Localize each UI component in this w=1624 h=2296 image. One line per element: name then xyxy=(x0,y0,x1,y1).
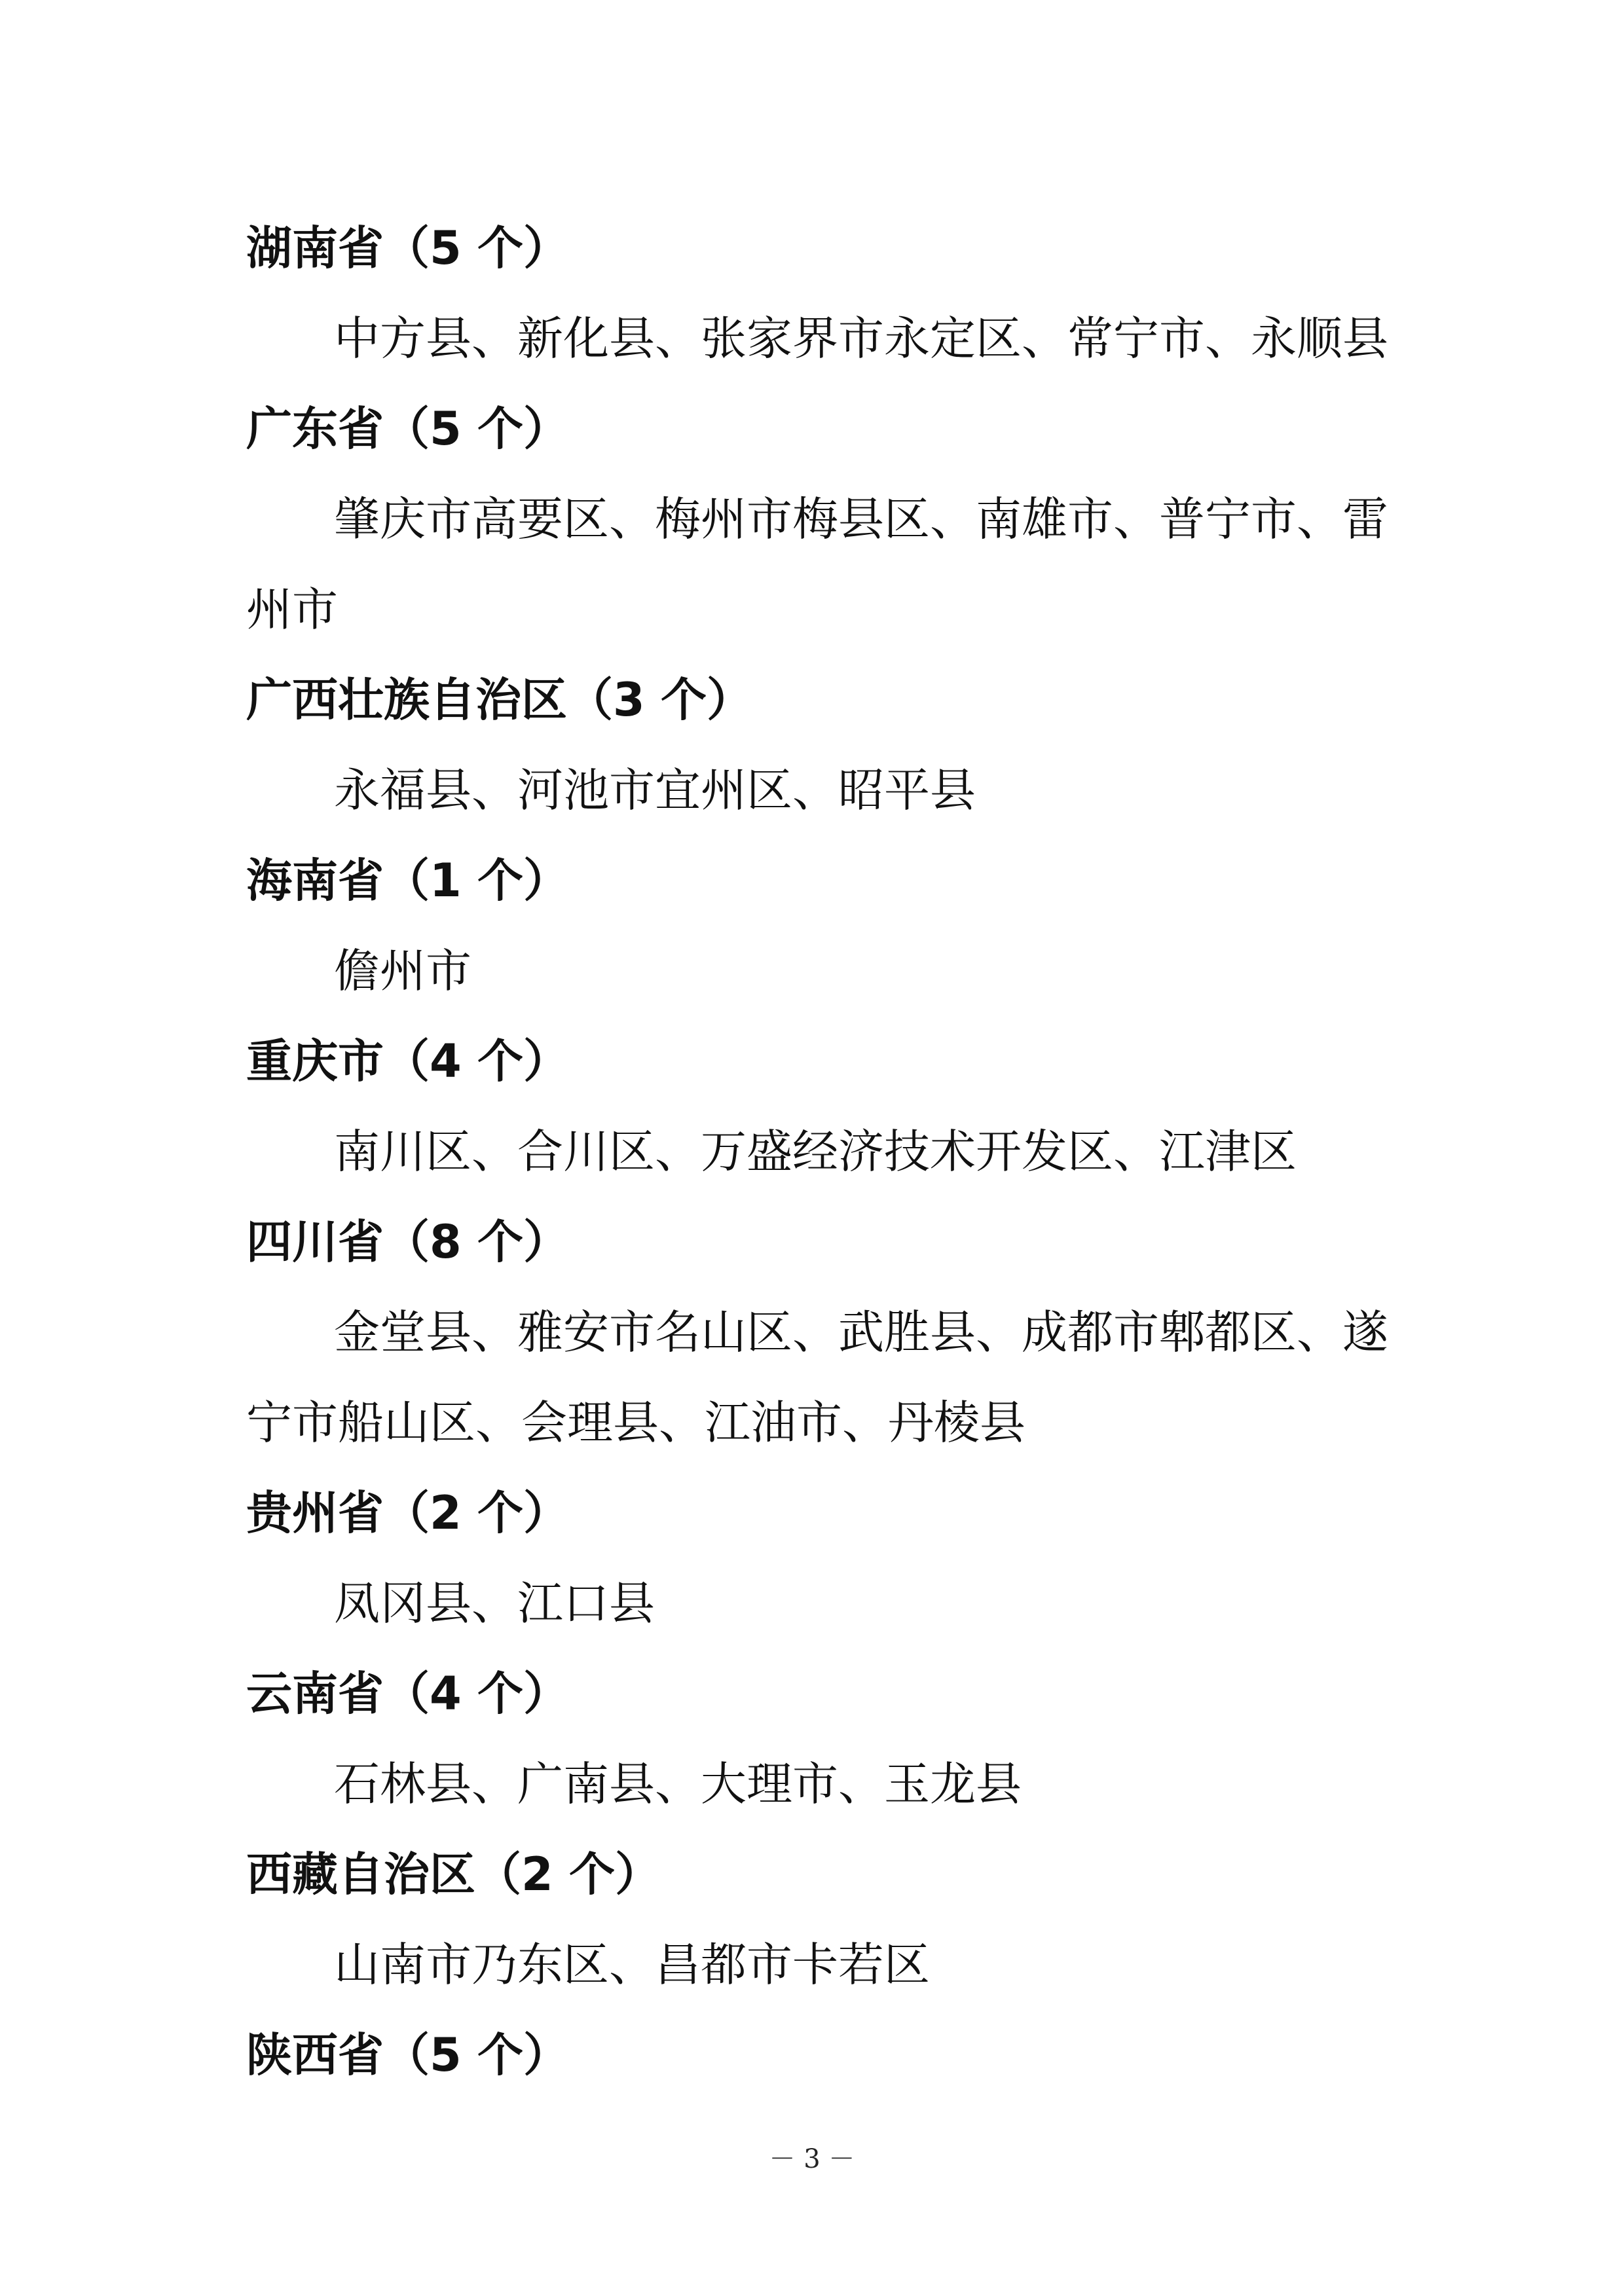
region-line-continued: 宁市船山区、会理县、江油市、丹棱县 xyxy=(246,1396,1025,1449)
province-heading-guangxi: 广西壮族自治区（3 个） xyxy=(246,673,753,727)
region-list xyxy=(246,203,1388,2100)
region-line: 永福县、河池市宜州区、昭平县 xyxy=(334,763,976,817)
province-heading-hunan: 湖南省（5 个） xyxy=(246,221,570,275)
region-line: 儋州市 xyxy=(334,944,471,998)
province-heading-shaanxi: 陕西省（5 个） xyxy=(246,2028,570,2082)
region-line: 石林县、广南县、大理市、玉龙县 xyxy=(334,1757,1022,1811)
region-line: 肇庆市高要区、梅州市梅县区、南雄市、普宁市、雷 xyxy=(334,492,1388,546)
province-heading-sichuan: 四川省（8 个） xyxy=(246,1215,570,1269)
region-line-continued: 州市 xyxy=(246,583,338,636)
region-line: 凤冈县、江口县 xyxy=(334,1576,655,1630)
province-heading-chongqing: 重庆市（4 个） xyxy=(246,1034,570,1088)
region-line: 金堂县、雅安市名山区、武胜县、成都市郫都区、遂 xyxy=(334,1305,1388,1359)
province-heading-guizhou: 贵州省（2 个） xyxy=(246,1486,570,1540)
region-line: 南川区、合川区、万盛经济技术开发区、江津区 xyxy=(334,1125,1297,1178)
province-heading-guangdong: 广东省（5 个） xyxy=(246,402,570,456)
province-heading-xizang: 西藏自治区（2 个） xyxy=(246,1848,661,1901)
region-line: 山南市乃东区、昌都市卡若区 xyxy=(334,1938,930,1992)
region-line: 中方县、新化县、张家界市永定区、常宁市、永顺县 xyxy=(334,312,1388,365)
province-heading-yunnan: 云南省（4 个） xyxy=(246,1667,570,1721)
province-heading-hainan: 海南省（1 个） xyxy=(246,854,570,907)
page-number: － 3 － xyxy=(769,2144,855,2174)
